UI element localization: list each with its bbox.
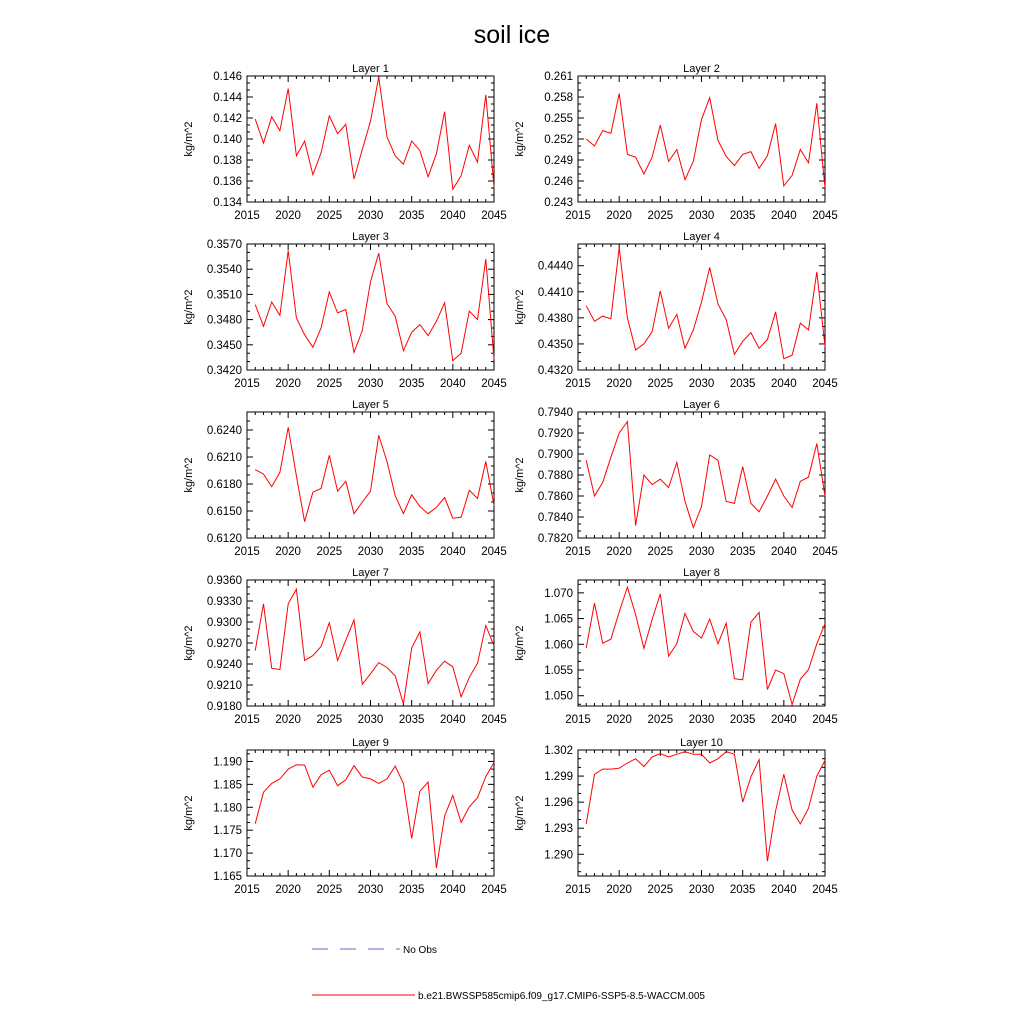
x-tick-label: 2020 (275, 210, 301, 222)
y-tick-label: 0.9360 (206, 575, 242, 587)
x-tick-label: 2045 (812, 210, 838, 222)
x-tick-label: 2040 (440, 884, 466, 896)
panel-title: Layer 6 (683, 399, 720, 411)
y-tick-label: 0.7860 (537, 491, 573, 503)
x-tick-label: 2030 (688, 714, 715, 726)
y-tick-label: 1.302 (544, 745, 573, 757)
x-tick-label: 2045 (481, 546, 507, 558)
y-axis-label: kg/m^2 (183, 289, 195, 325)
x-tick-label: 2020 (275, 378, 301, 390)
panel-layer-3 (183, 231, 507, 390)
x-tick-label: 2040 (440, 210, 466, 222)
y-tick-label: 0.144 (213, 92, 242, 104)
y-tick-label: 0.249 (544, 155, 573, 167)
y-tick-label: 0.243 (544, 197, 573, 209)
y-tick-label: 1.170 (213, 848, 242, 861)
y-tick-label: 0.9330 (206, 596, 242, 608)
y-tick-label: 0.136 (213, 176, 242, 188)
x-tick-label: 2020 (606, 210, 632, 222)
y-tick-label: 1.050 (544, 690, 573, 703)
x-tick-label: 2015 (234, 210, 260, 222)
panel-layer-8 (514, 567, 838, 726)
y-axis-label: kg/m^2 (514, 795, 526, 831)
plot-frame (578, 580, 825, 706)
x-tick-label: 2015 (565, 714, 591, 726)
x-tick-label: 2015 (565, 884, 591, 896)
y-axis-label: kg/m^2 (514, 121, 526, 157)
x-tick-label: 2030 (688, 546, 715, 558)
x-tick-label: 2040 (771, 884, 797, 896)
x-tick-label: 2040 (771, 378, 797, 390)
panel-title: Layer 9 (352, 737, 389, 749)
panel-title: Layer 2 (683, 63, 720, 75)
y-tick-label: 0.6210 (206, 452, 242, 464)
x-tick-label: 2025 (647, 210, 674, 222)
y-tick-label: 0.7820 (537, 533, 573, 545)
x-tick-label: 2035 (398, 714, 425, 726)
panel-layer-10 (514, 737, 838, 896)
y-tick-label: 0.3540 (206, 264, 242, 277)
y-tick-label: 0.6240 (206, 425, 242, 437)
x-tick-label: 2025 (647, 546, 674, 558)
y-tick-label: 1.070 (544, 587, 573, 600)
plot-frame (247, 580, 494, 706)
y-tick-label: 1.055 (544, 665, 573, 677)
y-tick-label: 0.7920 (537, 428, 573, 440)
y-tick-label: 1.180 (213, 802, 242, 815)
x-tick-label: 2045 (481, 210, 507, 222)
series-line (586, 587, 825, 704)
panel-layer-1 (183, 63, 507, 222)
series-line (255, 251, 494, 361)
x-tick-label: 2020 (275, 714, 301, 726)
y-tick-label: 0.9180 (206, 701, 242, 713)
y-axis-label: kg/m^2 (183, 121, 195, 157)
plot-frame (247, 750, 494, 876)
x-tick-label: 2030 (357, 210, 384, 222)
y-tick-label: 0.4350 (537, 338, 573, 351)
x-tick-label: 2035 (729, 378, 756, 390)
y-tick-label: 1.293 (544, 823, 573, 836)
y-tick-label: 0.140 (213, 134, 242, 146)
x-tick-label: 2015 (565, 210, 591, 222)
x-tick-label: 2015 (234, 714, 260, 726)
x-tick-label: 2035 (729, 546, 756, 558)
x-tick-label: 2030 (357, 546, 384, 558)
x-tick-label: 2025 (316, 546, 343, 558)
plot-frame (247, 412, 494, 538)
x-tick-label: 2020 (606, 378, 632, 390)
x-tick-label: 2035 (398, 378, 425, 390)
y-tick-label: 0.7940 (537, 407, 573, 419)
y-tick-label: 0.7880 (537, 470, 573, 482)
y-tick-label: 0.138 (213, 155, 242, 167)
y-tick-label: 0.4320 (537, 365, 573, 377)
panel-layer-6 (514, 399, 838, 558)
y-tick-label: 0.6120 (206, 533, 242, 545)
plot-frame (578, 76, 825, 202)
y-tick-label: 1.065 (544, 613, 573, 626)
panel-title: Layer 1 (352, 63, 389, 75)
y-tick-label: 0.142 (213, 113, 242, 125)
x-tick-label: 2025 (316, 378, 343, 390)
x-tick-label: 2025 (647, 714, 674, 726)
x-tick-label: 2015 (234, 546, 260, 558)
y-axis-label: kg/m^2 (183, 457, 195, 493)
x-tick-label: 2015 (565, 378, 591, 390)
x-tick-label: 2035 (729, 884, 756, 896)
x-tick-label: 2040 (771, 210, 797, 222)
x-tick-label: 2015 (234, 884, 260, 896)
x-tick-label: 2045 (812, 546, 838, 558)
plot-frame (247, 244, 494, 370)
y-tick-label: 0.255 (544, 113, 573, 125)
panel-layer-5 (183, 399, 507, 558)
panel-layer-2 (514, 63, 838, 222)
y-tick-label: 0.4410 (537, 286, 573, 299)
y-axis-label: kg/m^2 (514, 457, 526, 493)
y-tick-label: 0.134 (213, 197, 242, 209)
series-line (255, 77, 494, 189)
panel-title: Layer 4 (683, 231, 720, 243)
x-tick-label: 2025 (316, 210, 343, 222)
x-tick-label: 2045 (812, 884, 838, 896)
x-tick-label: 2045 (481, 378, 507, 390)
legend-model-label: b.e21.BWSSP585cmip6.f09_g17.CMIP6-SSP5-8.5-WACCM.005 (418, 991, 705, 1002)
y-tick-label: 0.9270 (206, 638, 242, 650)
y-tick-label: 0.3570 (206, 239, 242, 251)
legend (312, 945, 705, 1002)
y-tick-label: 0.9210 (206, 680, 242, 692)
x-tick-label: 2030 (357, 378, 384, 390)
y-tick-label: 0.7900 (537, 449, 573, 461)
panel-title: Layer 7 (352, 567, 389, 579)
series-line (586, 248, 825, 359)
y-axis-label: kg/m^2 (514, 625, 526, 661)
x-tick-label: 2025 (647, 884, 674, 896)
x-tick-label: 2020 (606, 546, 632, 558)
x-tick-label: 2040 (440, 546, 466, 558)
x-tick-label: 2040 (440, 714, 466, 726)
y-tick-label: 1.185 (213, 779, 242, 792)
panel-title: Layer 10 (680, 737, 723, 749)
x-tick-label: 2035 (398, 884, 425, 896)
x-tick-label: 2025 (316, 714, 343, 726)
x-tick-label: 2035 (729, 714, 756, 726)
figure-title: soil ice (473, 21, 551, 49)
panel-title: Layer 5 (352, 399, 389, 411)
y-axis-label: kg/m^2 (183, 625, 195, 661)
series-line (255, 589, 494, 704)
y-tick-label: 1.175 (213, 825, 242, 838)
series-line (586, 752, 825, 862)
y-tick-label: 0.6180 (206, 479, 242, 491)
panel-layer-9 (183, 737, 507, 896)
y-tick-label: 0.4380 (537, 312, 573, 325)
x-tick-label: 2020 (606, 884, 632, 896)
x-tick-label: 2020 (275, 546, 301, 558)
x-tick-label: 2025 (647, 378, 674, 390)
y-tick-label: 1.190 (213, 756, 242, 769)
y-tick-label: 1.296 (544, 797, 573, 810)
x-tick-label: 2040 (771, 714, 797, 726)
y-tick-label: 0.6150 (206, 506, 242, 518)
y-tick-label: 1.290 (544, 849, 573, 862)
y-tick-label: 0.3480 (206, 314, 242, 327)
x-tick-label: 2030 (357, 884, 384, 896)
series-line (255, 427, 494, 522)
panels-group (183, 63, 838, 896)
x-tick-label: 2015 (565, 546, 591, 558)
x-tick-label: 2045 (481, 884, 507, 896)
panel-layer-7 (183, 567, 507, 726)
x-tick-label: 2030 (688, 210, 715, 222)
legend-obs-label: No Obs (403, 945, 437, 956)
x-tick-label: 2030 (357, 714, 384, 726)
x-tick-label: 2035 (398, 546, 425, 558)
x-tick-label: 2030 (688, 378, 715, 390)
y-tick-label: 0.252 (544, 134, 573, 146)
y-tick-label: 0.3510 (206, 289, 242, 302)
y-tick-label: 1.060 (544, 639, 573, 652)
y-tick-label: 0.7840 (537, 512, 573, 524)
y-tick-label: 0.3450 (206, 339, 242, 352)
x-tick-label: 2020 (606, 714, 632, 726)
y-tick-label: 0.146 (213, 71, 242, 83)
x-tick-label: 2015 (234, 378, 260, 390)
panel-title: Layer 8 (683, 567, 720, 579)
y-tick-label: 0.3420 (206, 365, 242, 377)
y-tick-label: 1.165 (213, 871, 242, 883)
plot-frame (578, 412, 825, 538)
series-line (586, 94, 825, 189)
x-tick-label: 2040 (771, 546, 797, 558)
plot-frame (578, 244, 825, 370)
x-tick-label: 2045 (481, 714, 507, 726)
y-axis-label: kg/m^2 (183, 795, 195, 831)
series-line (586, 422, 825, 528)
y-tick-label: 1.299 (544, 771, 573, 784)
y-tick-label: 0.4440 (537, 260, 573, 273)
x-tick-label: 2045 (812, 714, 838, 726)
y-axis-label: kg/m^2 (514, 289, 526, 325)
series-line (255, 762, 494, 868)
panel-layer-4 (514, 231, 838, 390)
y-tick-label: 0.258 (544, 92, 573, 104)
x-tick-label: 2020 (275, 884, 301, 896)
y-tick-label: 0.261 (544, 71, 573, 83)
panel-title: Layer 3 (352, 231, 389, 243)
y-tick-label: 0.9240 (206, 659, 242, 671)
x-tick-label: 2035 (729, 210, 756, 222)
y-tick-label: 0.9300 (206, 617, 242, 629)
x-tick-label: 2045 (812, 378, 838, 390)
x-tick-label: 2035 (398, 210, 425, 222)
x-tick-label: 2040 (440, 378, 466, 390)
y-tick-label: 0.246 (544, 176, 573, 188)
x-tick-label: 2030 (688, 884, 715, 896)
x-tick-label: 2025 (316, 884, 343, 896)
